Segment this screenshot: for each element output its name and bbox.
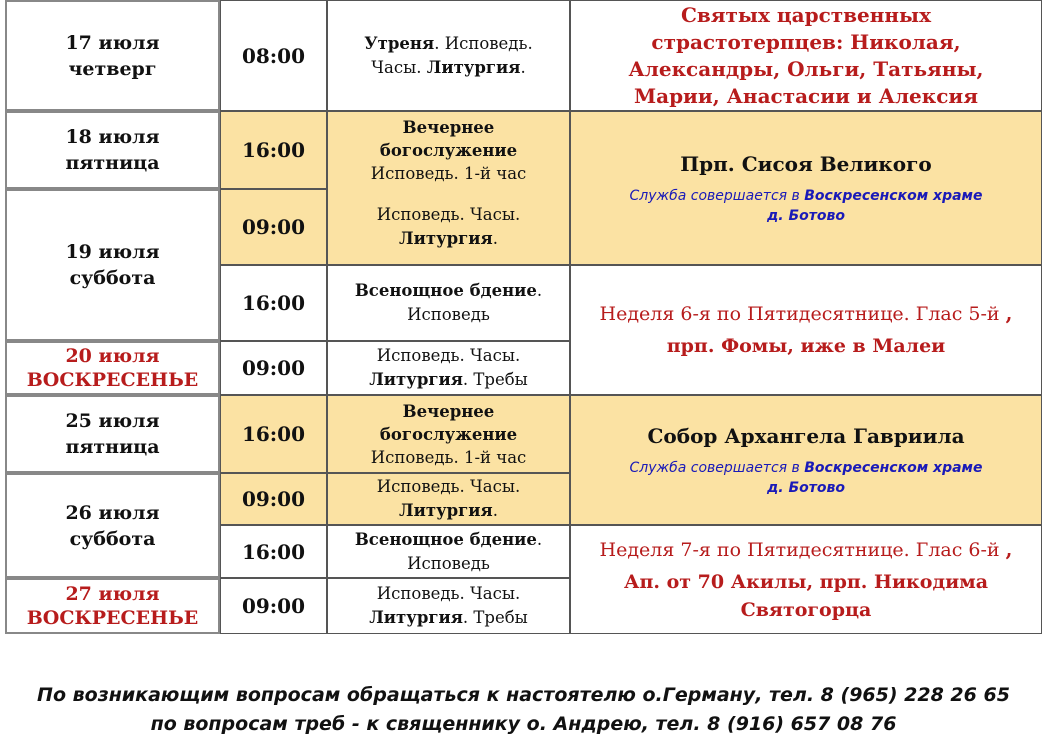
service-text: Литургия. Требы bbox=[369, 370, 528, 389]
service-cell bbox=[327, 395, 570, 473]
feast-cell bbox=[570, 395, 1042, 525]
service-text: Литургия. Требы bbox=[369, 608, 528, 627]
saint-line: прп. Фомы, иже в Малеи bbox=[666, 335, 946, 357]
feast-cell bbox=[570, 0, 1042, 111]
time-cell bbox=[220, 341, 327, 395]
date: 25 июля bbox=[65, 410, 160, 432]
date-cell bbox=[5, 341, 220, 395]
saint-line: Святогорца bbox=[740, 598, 872, 621]
service-text: Исповедь. 1-й час bbox=[370, 447, 527, 467]
feast-title: Собор Архангела Гавриила bbox=[647, 423, 965, 448]
weekday: ВОСКРЕСЕНЬЕ bbox=[26, 369, 199, 391]
sunday-line: Неделя 6-я по Пятидесятнице. Глас 5-й , bbox=[599, 302, 1013, 325]
service-text: Вечернее bbox=[402, 401, 495, 421]
footer-contact-line: по вопросам треб - к священнику о. Андрею, тел. 8 (916) 657 08 76 bbox=[150, 713, 897, 735]
time-cell bbox=[220, 111, 327, 189]
date: 18 июля bbox=[65, 126, 160, 148]
feast-line: Святых царственных bbox=[680, 2, 932, 27]
date: 26 июля bbox=[65, 501, 160, 524]
time: 09:00 bbox=[241, 594, 306, 618]
feast-cell bbox=[570, 111, 1042, 265]
service-cell bbox=[327, 189, 570, 265]
time-cell bbox=[220, 265, 327, 341]
location-note: Служба совершается в Воскресенском храме д. Ботово bbox=[629, 459, 983, 496]
sunday-cell bbox=[570, 265, 1042, 395]
time: 08:00 bbox=[241, 43, 306, 68]
time: 16:00 bbox=[241, 539, 306, 564]
feast-line: Александры, Ольги, Татьяны, bbox=[628, 56, 984, 81]
sunday-cell bbox=[570, 525, 1042, 634]
service-text: Всенощное бдение. bbox=[354, 281, 543, 300]
saint-line: Ап. от 70 Акилы, прп. Никодима bbox=[623, 570, 989, 593]
service-text: Исповедь. Часы. bbox=[376, 346, 521, 365]
location-note: Служба совершается в Воскресенском храме д. Ботово bbox=[629, 187, 983, 224]
weekday: суббота bbox=[69, 527, 156, 550]
time: 09:00 bbox=[241, 215, 306, 239]
date: 27 июля bbox=[65, 583, 160, 605]
date-cell bbox=[5, 111, 220, 189]
service-text: Исповедь. 1-й час bbox=[370, 164, 527, 183]
service-cell bbox=[327, 473, 570, 525]
service-text: Всенощное бдение. bbox=[354, 529, 543, 549]
time: 09:00 bbox=[241, 356, 306, 380]
service-cell bbox=[327, 525, 570, 578]
time: 09:00 bbox=[241, 487, 306, 511]
feast-line: страстотерпцев: Николая, bbox=[651, 29, 961, 54]
date: 19 июля bbox=[65, 241, 160, 263]
service-cell bbox=[327, 265, 570, 341]
service-text: Исповедь. Часы. bbox=[376, 584, 521, 603]
service-text: Исповедь bbox=[407, 305, 490, 324]
service-text: Утреня. Исповедь. bbox=[364, 33, 533, 53]
time-cell bbox=[220, 189, 327, 265]
service-cell bbox=[327, 341, 570, 395]
feast-line: Марии, Анастасии и Алексия bbox=[633, 83, 979, 108]
time-cell bbox=[220, 525, 327, 578]
service-text: Исповедь bbox=[407, 553, 490, 573]
weekday: пятница bbox=[65, 436, 160, 458]
date-cell bbox=[5, 578, 220, 634]
time: 16:00 bbox=[241, 422, 306, 446]
date-cell bbox=[5, 473, 220, 578]
weekday: ВОСКРЕСЕНЬЕ bbox=[26, 607, 199, 629]
date: 20 июля bbox=[65, 345, 160, 367]
service-text: Литургия. bbox=[399, 228, 498, 248]
service-cell bbox=[327, 578, 570, 634]
feast-title: Прп. Сисоя Великого bbox=[680, 151, 932, 176]
service-text: Исповедь. Часы. bbox=[376, 477, 521, 496]
footer-contact-line: По возникающим вопросам обращаться к настоятелю о.Герману, тел. 8 (965) 228 26 65 bbox=[37, 684, 1010, 706]
time-cell bbox=[220, 473, 327, 525]
service-cell bbox=[327, 0, 570, 111]
service-text: Часы. Литургия. bbox=[371, 57, 526, 77]
date: 17 июля bbox=[65, 31, 160, 54]
service-text: Исповедь. Часы. bbox=[376, 204, 521, 224]
date-cell bbox=[5, 0, 220, 111]
time-cell bbox=[220, 578, 327, 634]
date-cell bbox=[5, 189, 220, 341]
service-text: богослужение bbox=[379, 424, 518, 444]
time: 16:00 bbox=[241, 291, 306, 315]
time: 16:00 bbox=[241, 138, 306, 162]
service-cell bbox=[327, 111, 570, 189]
time-cell bbox=[220, 395, 327, 473]
date-cell bbox=[5, 395, 220, 473]
time-cell bbox=[220, 0, 327, 111]
weekday: четверг bbox=[68, 57, 157, 80]
sunday-line: Неделя 7-я по Пятидесятнице. Глас 6-й , bbox=[599, 537, 1013, 561]
weekday: суббота bbox=[69, 267, 156, 289]
service-text: Литургия. bbox=[399, 501, 498, 520]
service-text: богослужение bbox=[379, 141, 518, 160]
weekday: пятница bbox=[65, 152, 160, 174]
service-text: Вечернее bbox=[402, 118, 495, 137]
